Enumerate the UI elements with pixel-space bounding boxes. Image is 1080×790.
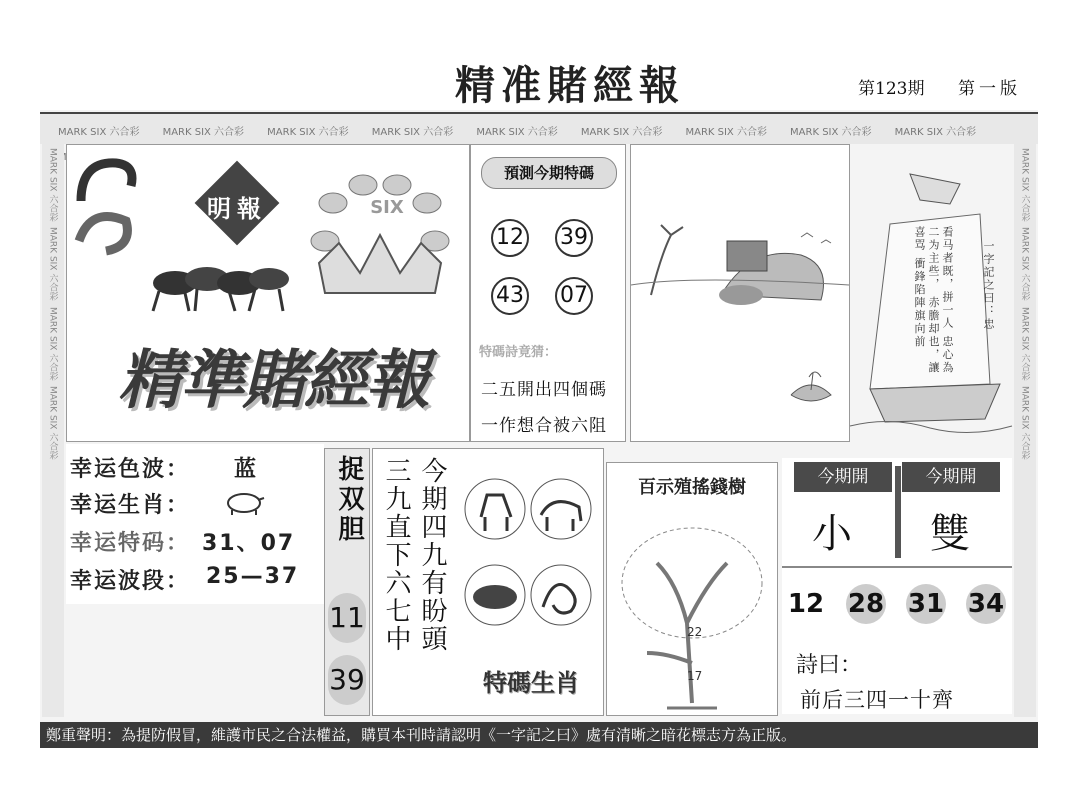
ribbon-text: MARK SIX 六合彩 bbox=[476, 127, 558, 138]
landscape-illustration-icon bbox=[631, 145, 849, 441]
double-number: 11 bbox=[328, 593, 366, 643]
prediction-number: 12 bbox=[491, 219, 529, 257]
prediction-header: 預測今期特碼 bbox=[481, 157, 617, 189]
open-ball: 34 bbox=[966, 584, 1006, 624]
ribbon-text: MARK SIX 六合彩 bbox=[1019, 386, 1030, 460]
riddle-label: 特碼詩竟猜： bbox=[479, 345, 558, 360]
crown-label: SIX bbox=[370, 197, 404, 218]
issue-blank bbox=[748, 66, 840, 96]
tree-panel bbox=[606, 462, 778, 716]
verse-panel bbox=[372, 448, 604, 716]
open-value: 雙 bbox=[930, 511, 970, 557]
badge bbox=[189, 155, 285, 251]
double-title: 捉双胆 bbox=[334, 455, 364, 545]
ribbon-text: MARK SIX 六合彩 bbox=[162, 127, 245, 138]
riddle-line: 一作想合被六阻 bbox=[481, 416, 607, 436]
ribbon-text: MARK SIX 六合彩 bbox=[371, 127, 454, 138]
boat-poem-col: 赤膽却也，讓喜骂 bbox=[913, 226, 940, 375]
verse-col: 三九直下六七中 bbox=[381, 457, 411, 653]
prediction-number: 07 bbox=[555, 277, 593, 315]
masthead-title: 精准賭經報 bbox=[455, 62, 685, 109]
ribbon-text: MARK SIX 六合彩 bbox=[685, 127, 767, 138]
ribbon-text: MARK SIX 六合彩 bbox=[47, 306, 58, 381]
prediction-panel bbox=[470, 144, 626, 442]
ribbon-text: MARK SIX 六合彩 bbox=[267, 127, 349, 138]
poem-text: 前后三四一十齊 bbox=[800, 688, 954, 712]
boat-poem bbox=[912, 226, 954, 376]
swirl-logo-icon bbox=[71, 151, 141, 261]
lucky-zodiac-label: 幸运生肖： bbox=[70, 493, 191, 518]
ribbon-top bbox=[40, 112, 1038, 144]
ribbon-text: MARK SIX 六合彩 bbox=[58, 127, 140, 138]
ribbon-text: MARK SIX 六合彩 bbox=[47, 386, 58, 460]
open-ball: 31 bbox=[906, 584, 946, 624]
open-separator bbox=[782, 566, 1012, 568]
ribbon-text: MARK SIX 六合彩 bbox=[47, 227, 58, 301]
riddle-line: 二五開出四個碼 bbox=[481, 380, 607, 400]
boat-title: 一字記之曰：忠 bbox=[982, 240, 995, 331]
tree-leaf-number: 22 bbox=[687, 625, 703, 639]
ribbon-text: MARK SIX 六合彩 bbox=[1019, 148, 1030, 222]
open-ball: 28 bbox=[846, 584, 886, 624]
illustration-panel bbox=[630, 144, 850, 442]
badge-label: 明報 bbox=[207, 195, 267, 223]
ribbon-text: MARK SIX 六合彩 bbox=[580, 127, 663, 138]
lucky-range-value: 25—37 bbox=[206, 564, 300, 589]
pig-icon bbox=[222, 488, 266, 516]
open-label: 今期開 bbox=[794, 462, 892, 492]
zodiac-animals-icon bbox=[463, 467, 597, 647]
ribbon-text: MARK SIX 六合彩 bbox=[1019, 227, 1030, 301]
prediction-number: 43 bbox=[491, 277, 529, 315]
lucky-special-label: 幸运特码： bbox=[70, 531, 191, 556]
verse-footer: 特碼生肖 bbox=[483, 669, 579, 697]
lucky-special-value: 31、07 bbox=[202, 531, 296, 556]
open-divider bbox=[895, 466, 901, 558]
ribbon-text: MARK SIX 六合彩 bbox=[47, 148, 58, 222]
poem-label: 詩曰： bbox=[796, 653, 863, 678]
hero-big-title: 精準賭經報 bbox=[118, 344, 428, 418]
open-ball: 12 bbox=[787, 589, 825, 619]
crown-icon bbox=[305, 163, 455, 303]
ribbon-text: MARK SIX 六合彩 bbox=[894, 127, 977, 138]
tree-leaf-number: 17 bbox=[687, 669, 703, 683]
double-number: 39 bbox=[328, 655, 366, 705]
boat-poem-col: 看马者既，拼一人 bbox=[941, 226, 954, 330]
verse-col: 今期四九有盼頭 bbox=[417, 457, 447, 653]
lucky-color-label: 幸运色波： bbox=[70, 457, 191, 482]
boat-panel bbox=[850, 144, 1012, 440]
open-value: 小 bbox=[812, 511, 852, 557]
ribbon-text: MARK SIX 六合彩 bbox=[790, 127, 872, 138]
open-panel bbox=[782, 458, 1012, 714]
horses-icon bbox=[145, 249, 295, 315]
money-tree-icon bbox=[607, 503, 777, 715]
prediction-number: 39 bbox=[555, 219, 593, 257]
boat-poem-col: 忠心為二为主些， bbox=[927, 226, 954, 375]
lucky-range-label: 幸运波段： bbox=[70, 569, 191, 594]
edition-label: 第一版 bbox=[958, 79, 1021, 99]
ribbon-text: MARK SIX 六合彩 bbox=[1019, 306, 1030, 381]
tree-title: 百示殖搖錢樹 bbox=[638, 477, 746, 498]
lucky-panel bbox=[66, 444, 324, 604]
boat-poem-col: 衝鋒陷陣旗向前 bbox=[913, 257, 926, 349]
double-panel bbox=[324, 448, 370, 716]
lucky-color-value: 蓝 bbox=[234, 457, 259, 482]
issue-number: 第123期 bbox=[858, 79, 925, 99]
open-label: 今期開 bbox=[902, 462, 1000, 492]
hero-panel bbox=[66, 144, 470, 442]
footer-notice: 鄭重聲明：為提防假冒，維護市民之合法權益，購買本刊時請認明《一字記之曰》處有清晰之暗花標志方為正版。 bbox=[40, 722, 1038, 748]
ribbon-right bbox=[1014, 142, 1036, 717]
ribbon-left bbox=[42, 142, 64, 717]
